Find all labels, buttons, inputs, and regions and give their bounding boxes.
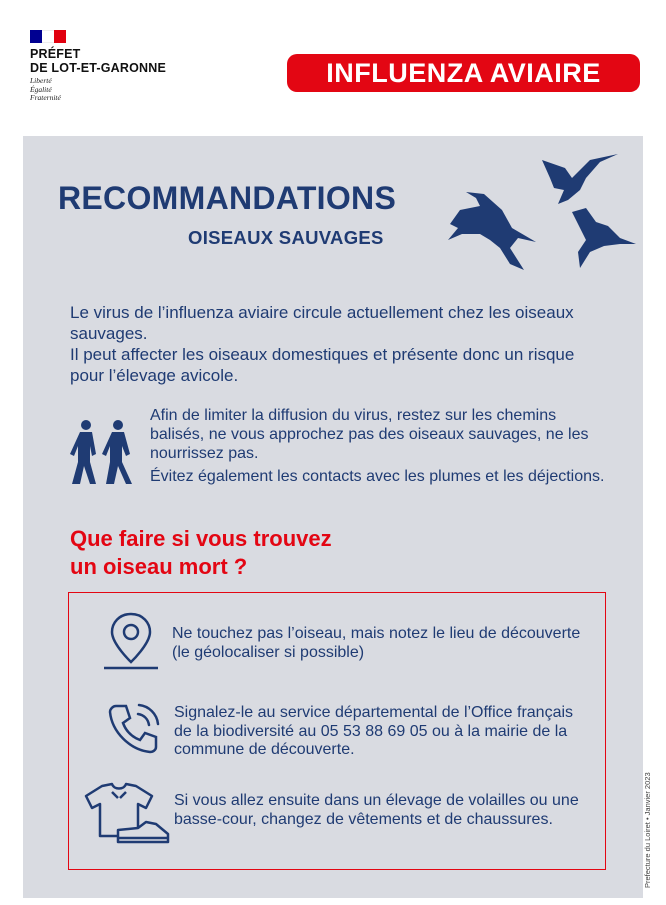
motto-liberte: Liberté: [30, 76, 52, 85]
footer-credit: Prefecture du Loiret • Janvier 2023: [643, 772, 652, 888]
poster-subtitle: OISEAUX SAUVAGES: [188, 227, 384, 248]
motto: [30, 77, 61, 103]
advice-paragraph-2: Évitez également les contacts avec les plumes et les déjections.: [150, 468, 605, 485]
motto-fraternite: Fraternité: [30, 93, 61, 102]
step-2-text: Signalez-le au service départemental de l’Office français de la biodiversité au 05 53 88 69 05 ou à la mairie de la commune de découverte.: [174, 704, 574, 758]
step-1-text: Ne touchez pas l’oiseau, mais notez le lieu de découverte (le géolocaliser si possible): [172, 625, 581, 661]
clothes-shoe-icon: [82, 780, 174, 852]
banner-title: INFLUENZA AVIAIRE: [287, 54, 640, 92]
advice-paragraph-1: Afin de limiter la diffusion du virus, restez sur les chemins balisés, ne vous approchez pas des oiseaux sauvages, ne les nourrissez pas.: [150, 407, 589, 462]
advice-text: [150, 406, 610, 490]
question-line-2: un oiseau mort ?: [70, 554, 248, 579]
phone-icon: [106, 700, 162, 756]
poster-title: RECOMMANDATIONS: [58, 180, 397, 216]
prefecture-name: [30, 47, 166, 75]
flag-icon: [30, 30, 66, 43]
birds-icon: [440, 148, 640, 288]
intro-paragraph-1: Le virus de l’influenza aviaire circule actuellement chez les oiseaux sauvages.: [70, 303, 574, 343]
question-line-1: Que faire si vous trouvez: [70, 526, 332, 551]
walkers-icon: [66, 418, 140, 488]
intro-text: [70, 302, 610, 386]
motto-egalite: Égalité: [30, 84, 52, 94]
intro-paragraph-2: Il peut affecter les oiseaux domestiques et présente donc un risque pour l’élevage avicole.: [70, 345, 575, 385]
prefecture-line-2: DE LOT-ET-GARONNE: [30, 61, 167, 75]
location-pin-icon: [102, 610, 160, 672]
prefecture-line-1: PRÉFET: [30, 47, 81, 61]
question-heading: [70, 525, 332, 581]
step-3-text: Si vous allez ensuite dans un élevage de volailles ou une basse-cour, changez de vêtements et de chaussures.: [174, 792, 579, 828]
header: [0, 0, 666, 130]
